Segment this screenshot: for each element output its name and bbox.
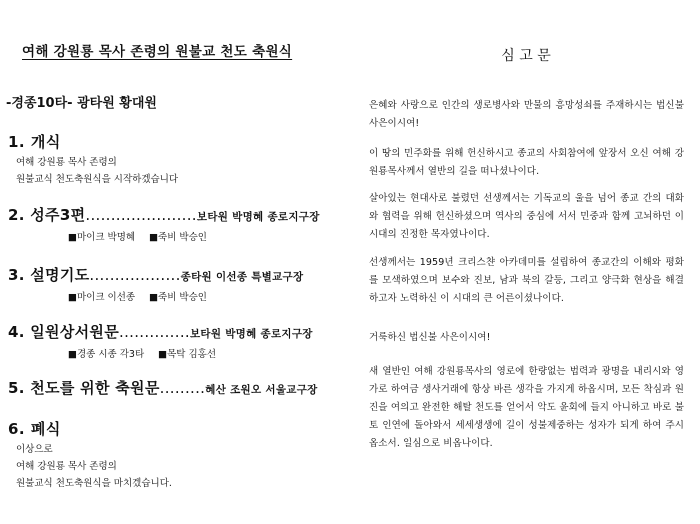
section-heading: 2. 성주3편 [8,206,86,224]
section-heading: 6. 폐식 [8,420,61,438]
section-blessing [8,377,318,398]
role-mark: ■마이크 박명혜 [68,232,136,243]
prayer-paragraph: 새 열반인 여해 강원룡목사의 영로에 한량없는 법력과 광명을 내리시와 영가로 하여금 생사거래에 항상 바른 생각을 가지게 하옵시며, 모든 착심과 원진을 여의고 완전한 해탈 천도를 얻어서 악도 윤회에 들지 아니하고 바로 불토 인연에 돌아와서 세세생생에 길이 성불제중하는 성자가 되게 하여 주시옵소서. 일심으로 비옵나이다. [369,366,684,449]
section-vow [8,321,313,360]
section-heading: 3. 설명기도 [8,266,90,284]
dot-leader: .............. [119,323,190,341]
section-text: 여해 강원룡 목사 존령의 [16,157,117,168]
dot-leader: .................. [89,266,181,284]
section-text: 원불교식 천도축원식을 시작하겠습니다 [16,174,179,185]
prayer-paragraph: 이 땅의 민주화를 위해 헌신하시고 종교의 사회참여에 앞장서 오신 여해 강원룡목사께서 열반의 길을 떠나셨나이다. [369,148,684,177]
program-subtitle: -경종10타- 광타원 황대원 [6,96,157,111]
section-text: 이상으로 [16,444,53,455]
section-officiant: 혜산 조원오 서울교구장 [205,384,318,396]
section-officiant: 보타원 박명혜 종로지구장 [196,211,320,223]
dot-leader: ......... [159,379,206,397]
prayer-paragraph: 선생께서는 1959년 크리스챤 아카데미를 설립하여 종교간의 이해와 평화를 모색하였으며 보수와 진보, 남과 북의 갈등, 그리고 양극화 현상을 해결하고자 노력하신 이 시대의 큰 어른이셨나이다. [369,257,684,304]
prayer-paragraph: 은혜와 사랑으로 인간의 생로병사와 만물의 흥망성쇠를 주재하시는 법신불 사은이시여! [369,100,684,129]
program-title: 여해 강원룡 목사 존령의 원불교 천도 축원식 [22,44,293,60]
section-text: 원불교식 천도축원식을 마치겠습니다. [16,478,172,489]
section-seongju [8,204,320,243]
role-mark: ■마이크 이선종 [68,292,136,303]
section-officiant: 종타원 이선종 특별교구장 [180,271,304,283]
role-mark: ■죽비 박승인 [149,232,207,243]
role-mark: ■죽비 박승인 [149,292,207,303]
role-mark: ■경종 시종 각3타 [68,349,145,360]
section-heading: 5. 천도를 위한 축원문 [8,379,160,397]
role-mark: ■목탁 김홍선 [158,349,217,360]
section-prayer [8,264,303,303]
prayer-paragraph: 거룩하신 법신불 사은이시여! [369,332,491,343]
right-page [352,0,700,524]
dot-leader: ...................... [85,206,197,224]
prayer-title: 심 고 문 [501,48,551,64]
section-officiant: 보타원 박명혜 종로지구장 [189,328,313,340]
section-heading: 1. 개식 [8,133,61,151]
prayer-paragraph: 살아있는 현대사로 불렸던 선생께서는 기독교의 울을 넘어 종교 간의 대화와 협력을 위해 헌신하셨으며 역사의 중심에 서서 민중과 함께 고뇌하던 이 시대의 진정한 목자였나이다. [369,193,684,240]
section-closing [8,418,172,492]
section-heading: 4. 일원상서원문 [8,323,119,341]
section-opening [8,131,178,188]
section-text: 여해 강원룡 목사 존령의 [16,461,117,472]
